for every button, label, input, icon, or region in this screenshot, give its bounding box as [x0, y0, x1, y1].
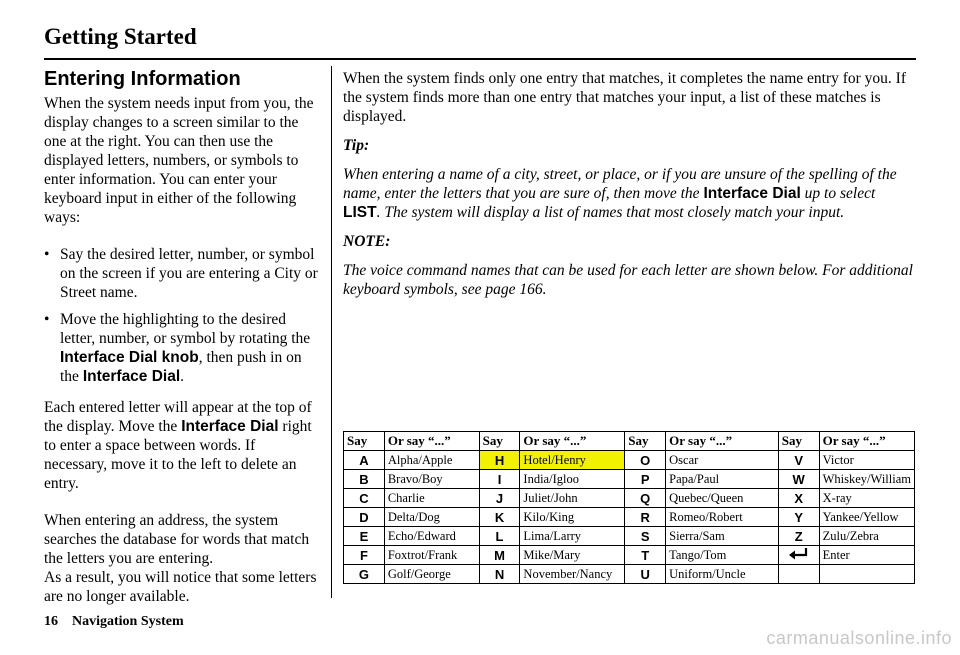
word-cell: Foxtrot/Frank [384, 546, 479, 565]
table-row [344, 565, 915, 584]
interface-dial-knob-term: Interface Dial knob [60, 349, 199, 366]
input-methods-list [44, 245, 322, 386]
paragraph-text: right to enter a space between words. If necessary, move it to the left to delete an entry. [44, 418, 312, 492]
page-title: Getting Started [44, 24, 197, 49]
paragraph-text: Each entered letter will appear at the top of the display. Move the [44, 399, 312, 435]
word-cell: Romeo/Robert [666, 508, 779, 527]
left-column [44, 66, 322, 624]
word-cell [819, 565, 914, 584]
letter-cell: T [625, 546, 666, 565]
col-header-or-say: Or say “...” [666, 432, 779, 451]
letter-cell: V [778, 451, 819, 470]
letter-cell: M [479, 546, 520, 565]
table-row [344, 546, 915, 565]
word-cell: India/Igloo [520, 470, 625, 489]
page-footer [44, 614, 184, 630]
word-cell: Whiskey/William [819, 470, 914, 489]
letter-cell [778, 565, 819, 584]
table-row [344, 470, 915, 489]
word-cell: Mike/Mary [520, 546, 625, 565]
word-cell: Alpha/Apple [384, 451, 479, 470]
letter-cell: A [344, 451, 385, 470]
col-header-or-say: Or say “...” [520, 432, 625, 451]
bullet-text: , then push in on the [60, 349, 302, 385]
col-header-say: Say [344, 432, 385, 451]
bullet-text: Move the highlighting to the desired letter, number, or symbol by rotating the [60, 311, 311, 347]
word-cell: Golf/George [384, 565, 479, 584]
word-cell: Charlie [384, 489, 479, 508]
letter-cell: X [778, 489, 819, 508]
interface-dial-term: Interface Dial [181, 418, 279, 435]
interface-dial-term: Interface Dial [82, 368, 181, 385]
tip-title: Tip: [343, 137, 370, 154]
word-cell: Oscar [666, 451, 779, 470]
word-cell: Delta/Dog [384, 508, 479, 527]
tip-text [343, 165, 915, 222]
col-header-or-say: Or say “...” [819, 432, 914, 451]
bullet-icon: • [44, 246, 50, 263]
watermark: carmanualsonline.info [766, 628, 952, 648]
table-row [344, 451, 915, 470]
word-cell: Uniform/Uncle [666, 565, 779, 584]
word-cell: Papa/Paul [666, 470, 779, 489]
right-column [343, 69, 915, 309]
letter-cell: W [778, 470, 819, 489]
word-cell: Tango/Tom [666, 546, 779, 565]
table-header-row [344, 432, 915, 451]
letter-cell: F [344, 546, 385, 565]
letter-cell: N [479, 565, 520, 584]
bullet-icon: • [44, 311, 50, 328]
table-row [344, 489, 915, 508]
table-row [344, 527, 915, 546]
letter-cell-highlighted: H [479, 451, 520, 470]
page-number: 16 [44, 614, 58, 629]
list-item [44, 310, 322, 386]
list-item [44, 245, 322, 302]
letter-cell: J [479, 489, 520, 508]
letter-cell: I [479, 470, 520, 489]
header-rule [44, 58, 916, 60]
col-header-say: Say [778, 432, 819, 451]
letter-cell: Z [778, 527, 819, 546]
tip-text-part: up to select [800, 185, 876, 202]
letter-cell: K [479, 508, 520, 527]
interface-dial-term: Interface Dial [703, 185, 801, 202]
column-divider [331, 66, 332, 598]
enter-arrow-icon [788, 547, 810, 561]
enter-icon [778, 546, 819, 565]
word-cell: Echo/Edward [384, 527, 479, 546]
letter-cell: E [344, 527, 385, 546]
word-cell: Juliet/John [520, 489, 625, 508]
letter-cell: Y [778, 508, 819, 527]
letter-cell: D [344, 508, 385, 527]
address-paragraph: When entering an address, the system searches the database for words that match the letters you are entering. [44, 512, 310, 567]
note-title: NOTE: [343, 233, 391, 250]
letter-cell: C [344, 489, 385, 508]
word-cell: November/Nancy [520, 565, 625, 584]
bullet-text: Say the desired letter, number, or symbol on the screen if you are entering a City or Street name. [60, 246, 318, 301]
word-cell-highlighted: Hotel/Henry [520, 451, 625, 470]
letter-cell: R [625, 508, 666, 527]
col-header-say: Say [479, 432, 520, 451]
word-cell: Kilo/King [520, 508, 625, 527]
letter-cell: P [625, 470, 666, 489]
letter-cell: S [625, 527, 666, 546]
word-cell: Quebec/Queen [666, 489, 779, 508]
bullet-text: . [180, 368, 185, 385]
word-cell: Bravo/Boy [384, 470, 479, 489]
note-text: The voice command names that can be used for each letter are shown below. For additional keyboard symbols, see page 166. [343, 262, 913, 298]
letter-cell: U [625, 565, 666, 584]
voice-command-table [343, 431, 915, 584]
word-cell: Victor [819, 451, 914, 470]
word-cell: Zulu/Zebra [819, 527, 914, 546]
letter-cell: L [479, 527, 520, 546]
table-row [344, 508, 915, 527]
word-cell: Sierra/Sam [666, 527, 779, 546]
entered-letter-paragraph [44, 398, 322, 493]
letter-cell: Q [625, 489, 666, 508]
intro-paragraph: When the system needs input from you, the display changes to a screen similar to the one at the right. You can then use the displayed letters, numbers, or symbols to enter information. You can enter your keyboard input in either of the following ways: [44, 95, 314, 226]
letter-cell: B [344, 470, 385, 489]
word-cell: Enter [819, 546, 914, 565]
matches-paragraph: When the system finds only one entry that matches, it completes the name entry for you. If the system finds more than one entry that matches your input, a list of these matches is displayed. [343, 70, 907, 125]
tip-text-part: When entering a name of a city, street, or place, or if you are unsure of the spelling of the name, enter the letters that you are sure of, then move the [343, 166, 897, 202]
col-header-or-say: Or say “...” [384, 432, 479, 451]
letter-cell: O [625, 451, 666, 470]
list-term: LIST [343, 204, 377, 221]
letter-cell: G [344, 565, 385, 584]
word-cell: Lima/Larry [520, 527, 625, 546]
word-cell: X-ray [819, 489, 914, 508]
footer-title: Navigation System [72, 614, 184, 629]
word-cell: Yankee/Yellow [819, 508, 914, 527]
section-heading: Entering Information [44, 68, 241, 90]
tip-text-part: . The system will display a list of names that most closely match your input. [376, 204, 845, 221]
letters-unavailable-paragraph: As a result, you will notice that some letters are no longer available. [44, 569, 317, 605]
col-header-say: Say [625, 432, 666, 451]
